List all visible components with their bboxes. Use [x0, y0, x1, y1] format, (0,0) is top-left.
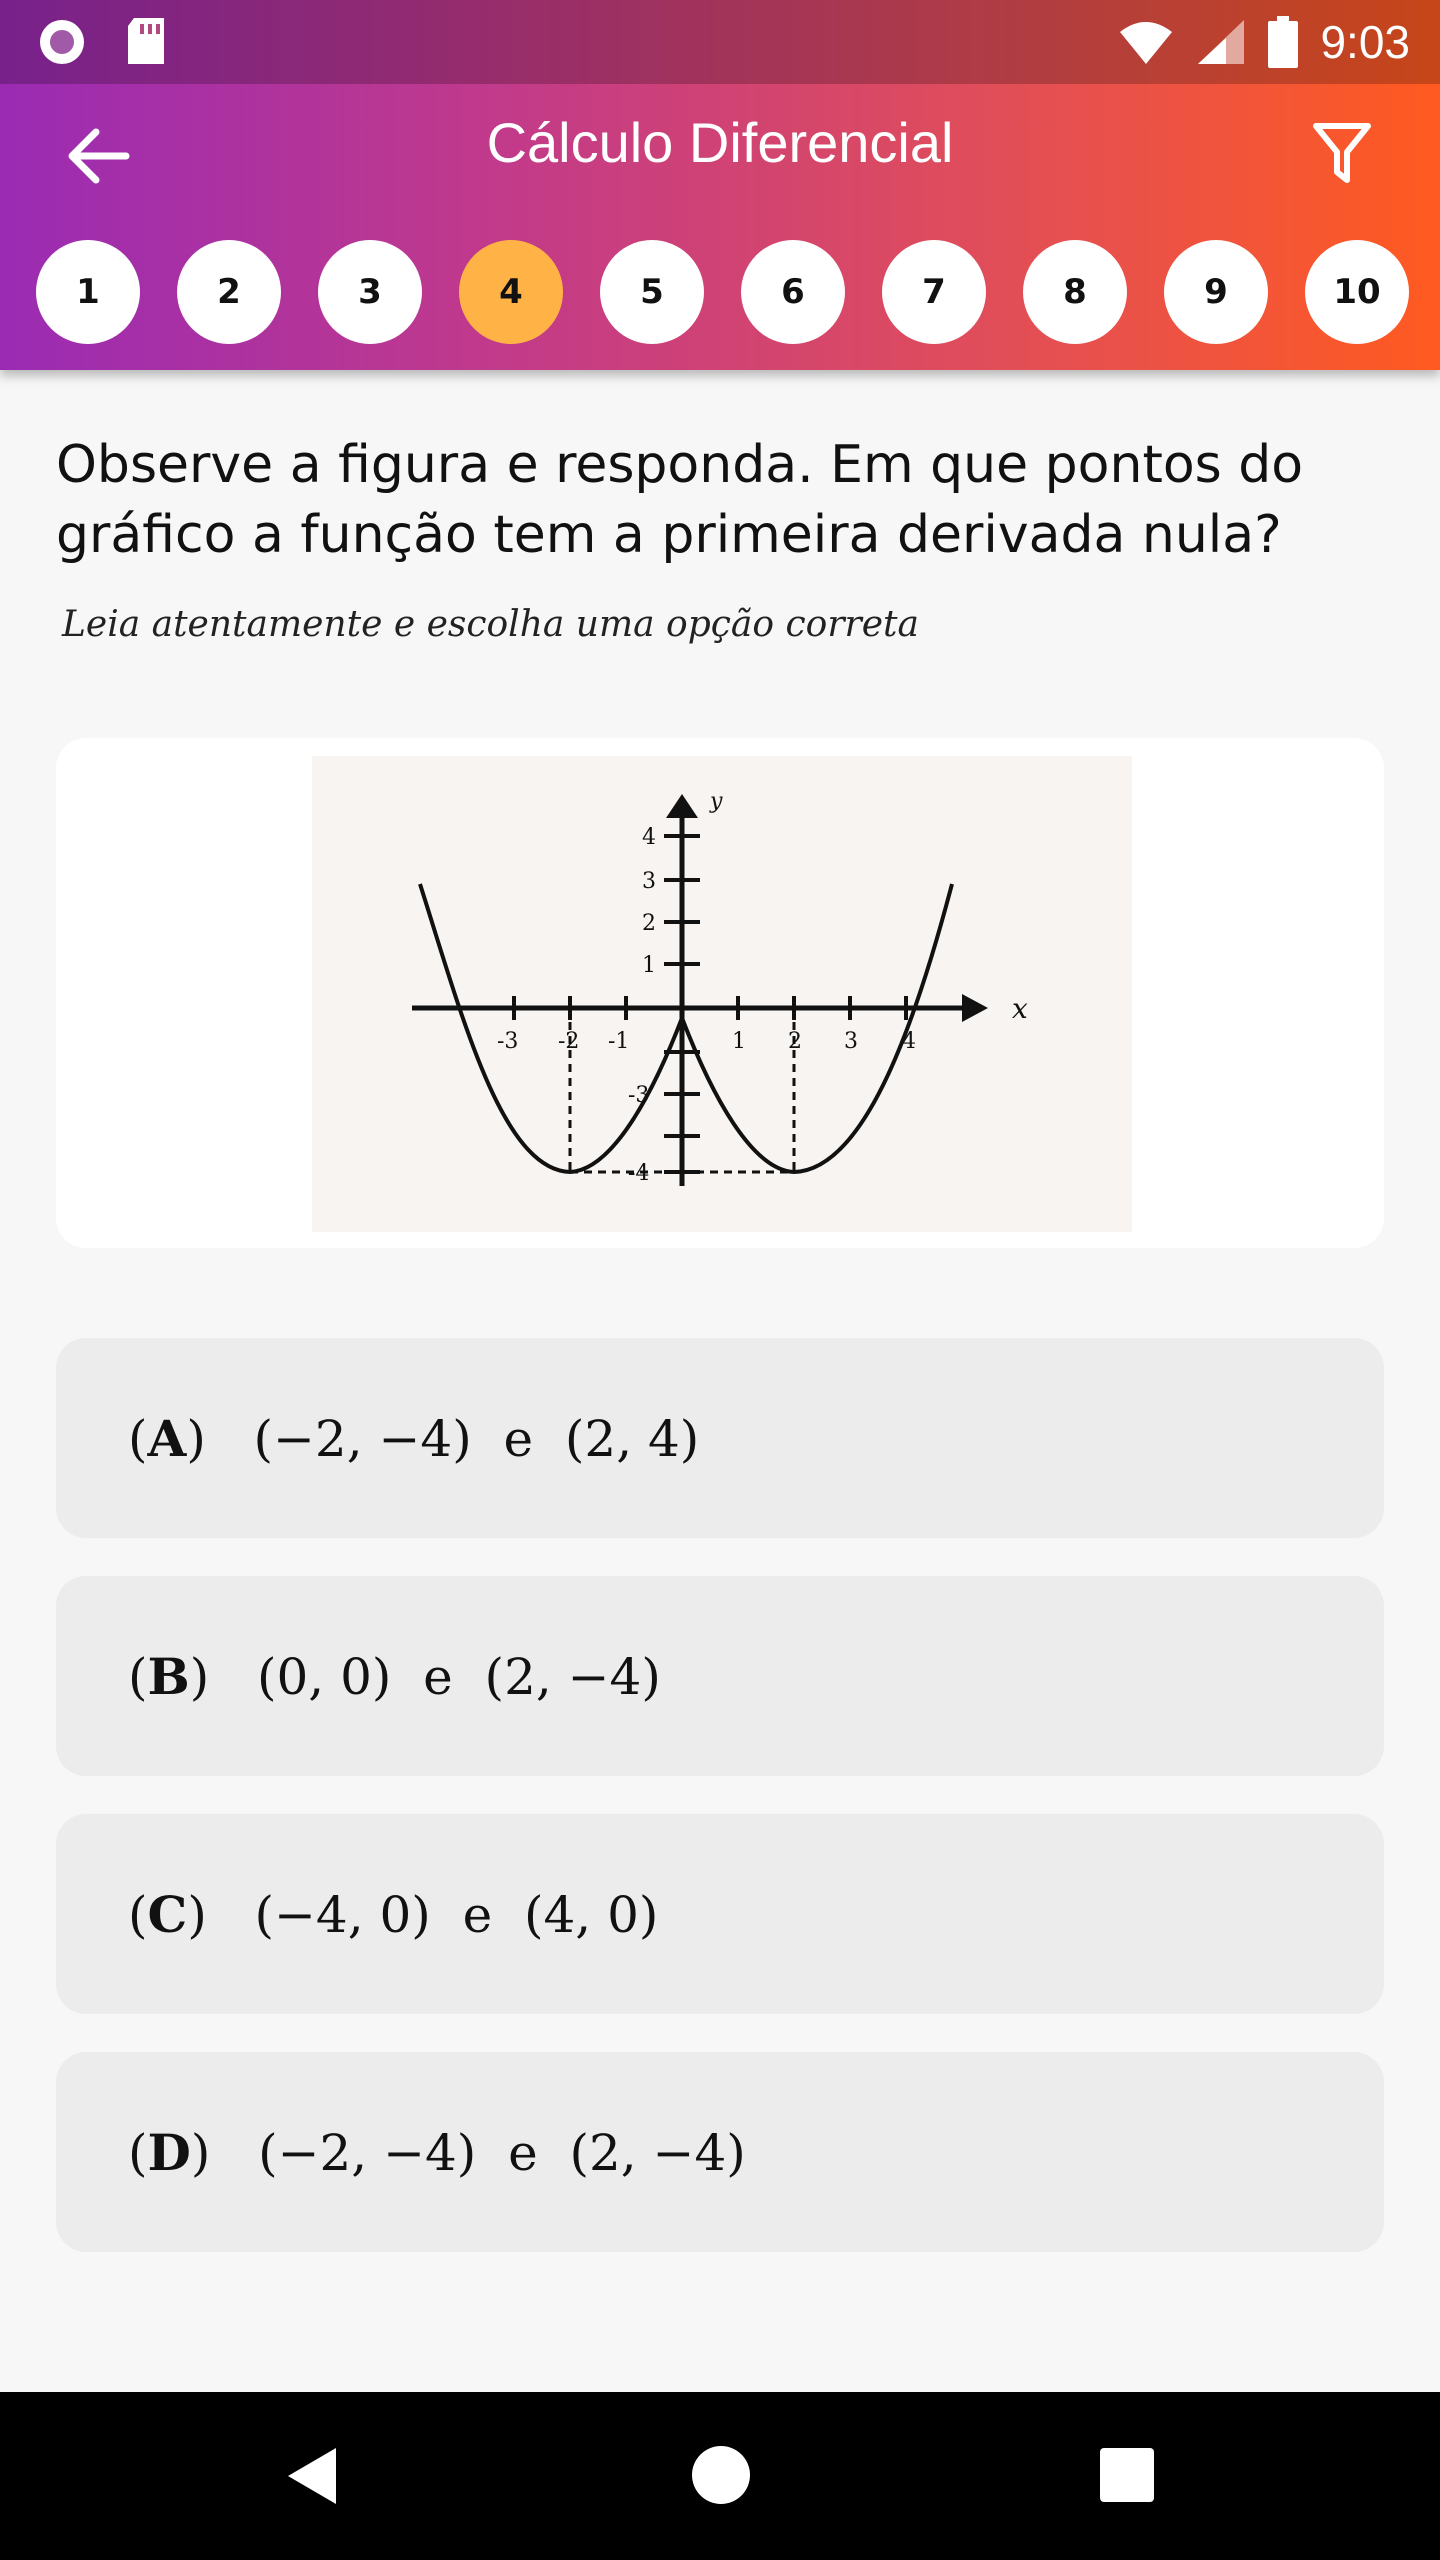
- y-tick-label: 3: [642, 869, 656, 894]
- y-tick-label: 2: [642, 911, 656, 936]
- record-icon: [38, 18, 86, 66]
- toolbar: [0, 84, 1440, 220]
- question-2-button[interactable]: 2: [177, 240, 281, 344]
- option-a-letter: A: [147, 1408, 187, 1468]
- home-circle-icon[interactable]: [692, 2446, 750, 2504]
- y-tick-label: -4: [628, 1161, 650, 1186]
- status-time: 9:03: [1320, 16, 1410, 68]
- x-tick-label: 3: [844, 1029, 858, 1054]
- question-10-button[interactable]: 10: [1305, 240, 1409, 344]
- option-d-letter: D: [147, 2122, 191, 2182]
- x-tick-label: 2: [788, 1029, 802, 1054]
- status-bar: [0, 0, 1440, 84]
- question-8-button[interactable]: 8: [1023, 240, 1127, 344]
- question-6-button[interactable]: 6: [741, 240, 845, 344]
- option-c-text: (C) (−4, 0) e (4, 0): [128, 1884, 659, 1944]
- option-a-button[interactable]: [56, 1338, 1384, 1538]
- filter-icon: [1312, 122, 1372, 186]
- x-tick-label: 4: [902, 1029, 916, 1054]
- y-tick-label: -3: [628, 1083, 650, 1108]
- question-9-button[interactable]: 9: [1164, 240, 1268, 344]
- option-a-text: (A) (−2, −4) e (2, 4): [128, 1408, 700, 1468]
- sd-card-icon: [124, 16, 168, 66]
- x-axis-label: x: [1012, 992, 1028, 1025]
- option-b-value: (0, 0) e (2, −4): [256, 1647, 661, 1706]
- x-tick-label: -1: [608, 1029, 630, 1054]
- question-3-button[interactable]: 3: [318, 240, 422, 344]
- filter-button[interactable]: [1302, 114, 1382, 194]
- question-hint: Leia atentamente e escolha uma opção correta: [62, 604, 919, 645]
- y-tick-label: 4: [642, 825, 656, 850]
- system-nav-bar: [0, 2392, 1440, 2560]
- option-c-letter: C: [147, 1884, 188, 1944]
- option-b-button[interactable]: [56, 1576, 1384, 1776]
- x-tick-label: -2: [558, 1029, 580, 1054]
- option-d-text: (D) (−2, −4) e (2, −4): [128, 2122, 746, 2182]
- question-5-button[interactable]: 5: [600, 240, 704, 344]
- signal-icon: [1196, 18, 1246, 66]
- back-triangle-icon[interactable]: [284, 2446, 340, 2506]
- option-c-value: (−4, 0) e (4, 0): [254, 1885, 659, 1944]
- wifi-icon: [1118, 18, 1174, 66]
- page-title: Cálculo Diferencial: [486, 111, 954, 174]
- option-b-letter: B: [147, 1646, 190, 1706]
- option-b-text: (B) (0, 0) e (2, −4): [128, 1646, 661, 1706]
- figure-card: [56, 738, 1384, 1248]
- y-axis-label: y: [710, 789, 723, 814]
- question-1-button[interactable]: 1: [36, 240, 140, 344]
- function-graph-image: [312, 756, 1132, 1232]
- option-d-value: (−2, −4) e (2, −4): [258, 2123, 746, 2182]
- app-header: [0, 0, 1440, 370]
- question-7-button[interactable]: 7: [882, 240, 986, 344]
- y-tick-label: 1: [642, 953, 656, 978]
- recents-square-icon[interactable]: [1100, 2448, 1154, 2502]
- option-c-button[interactable]: [56, 1814, 1384, 2014]
- option-d-button[interactable]: [56, 2052, 1384, 2252]
- question-text: Observe a figura e responda. Em que pontos do gráfico a função tem a primeira derivada nula?: [56, 435, 1304, 565]
- x-tick-label: -3: [497, 1029, 519, 1054]
- question-navigator: [0, 236, 1440, 346]
- x-tick-label: 1: [732, 1029, 746, 1054]
- battery-icon: [1268, 16, 1298, 68]
- question-4-button[interactable]: 4: [459, 240, 563, 344]
- option-a-value: (−2, −4) e (2, 4): [253, 1409, 700, 1468]
